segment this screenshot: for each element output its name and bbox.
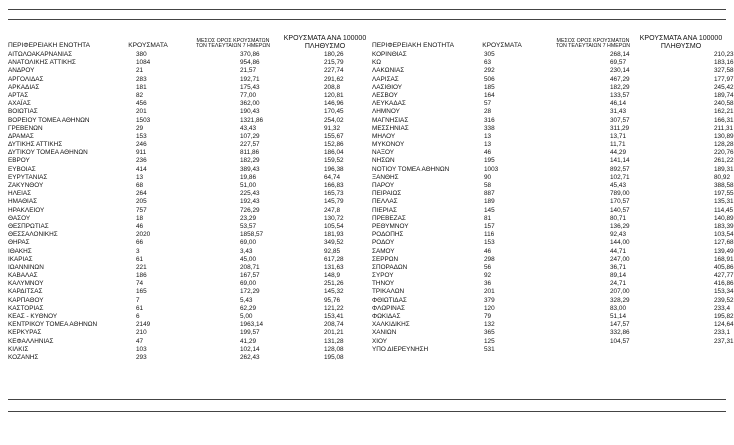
region-cell: ΛΑΡΙΣΑΣ (372, 75, 399, 83)
top-rule-outer (8, 9, 726, 10)
table-row: ΧΑΛΚΙΔΙΚΗΣ 132 147,57 124,64 (372, 321, 734, 329)
cases-cell: 456 (136, 100, 147, 108)
region-cell: ΚΕΝΤΡΙΚΟΥ ΤΟΜΕΑ ΑΘΗΝΩΝ (8, 321, 98, 329)
region-cell: ΣΑΜΟΥ (372, 247, 395, 255)
region-cell: ΚΩ (372, 59, 382, 67)
cases-cell: 283 (136, 75, 147, 83)
table-row: ΔΡΑΜΑΣ 153 107,29 155,67 (8, 132, 344, 140)
cases-cell: 116 (484, 231, 495, 239)
cases-cell: 185 (484, 83, 495, 91)
cases-cell: 164 (484, 91, 495, 99)
cases-cell: 68 (136, 182, 144, 189)
region-cell: ΗΜΑΘΙΑΣ (8, 198, 38, 206)
table-row: ΣΕΡΡΩΝ 298 247,00 168,91 (372, 255, 734, 263)
region-cell: ΚΕΦΑΛΛΗΝΙΑΣ (8, 337, 54, 345)
header-avg-line2: ΤΩΝ ΤΕΛΕΥΤΑΙΩΝ 7 ΗΜΕΡΩΝ (555, 43, 631, 50)
cases-cell: 153 (484, 239, 495, 247)
region-cell: ΜΗΛΟΥ (372, 132, 396, 140)
cases-cell: 2149 (136, 321, 151, 329)
region-cell: ΚΙΛΚΙΣ (8, 345, 29, 353)
cases-cell: 911 (136, 149, 147, 157)
region-cell: ΚΑΛΥΜΝΟΥ (8, 280, 44, 288)
table-row: ΡΟΔΟΥ 153 144,00 127,68 (372, 239, 734, 247)
cases-cell: 79 (484, 313, 492, 320)
region-cell: ΙΩΑΝΝΙΝΩΝ (8, 263, 44, 271)
region-cell: ΠΑΡΟΥ (372, 182, 395, 189)
region-cell: ΗΡΑΚΛΕΙΟΥ (8, 206, 45, 214)
cases-cell: 90 (484, 173, 492, 181)
table-body (372, 51, 734, 354)
cases-cell: 887 (484, 190, 495, 198)
region-cell: ΒΟΙΩΤΙΑΣ (8, 108, 38, 116)
table-row: ΠΙΕΡΙΑΣ 145 140,57 114,45 (372, 206, 734, 214)
region-cell: ΚΟΖΑΝΗΣ (8, 353, 39, 361)
region-cell: ΠΕΙΡΑΙΩΣ (372, 190, 402, 198)
cases-cell: 338 (484, 124, 495, 132)
cases-cell: 201 (484, 288, 495, 296)
region-cell: ΛΕΥΚΑΔΑΣ (372, 100, 406, 108)
region-cell: ΚΑΡΠΑΘΟΥ (8, 296, 44, 304)
cases-cell: 81 (484, 214, 492, 222)
table-row: ΚΩ 63 69,57 183,16 (372, 59, 734, 67)
table-row: ΑΝΔΡΟΥ 21 21,57 227,74 (8, 67, 344, 75)
table-row: ΦΩΚΙΔΑΣ 79 51,14 195,82 (372, 313, 734, 320)
header-region: ΠΕΡΙΦΕΡΕΙΑΚΗ ΕΝΟΤΗΤΑ (8, 42, 91, 50)
table-row (372, 346, 726, 354)
cases-cell: 125 (484, 337, 495, 345)
region-cell: ΧΑΝΙΩΝ (372, 329, 397, 337)
cases-cell: 61 (136, 255, 144, 263)
cases-cell: 56 (484, 263, 492, 271)
top-rule-inner (8, 19, 726, 20)
region-cell: ΓΡΕΒΕΝΩΝ (8, 124, 43, 132)
region-cell: ΠΕΛΛΑΣ (372, 198, 398, 206)
cases-cell: 82 (136, 91, 144, 99)
table-row: ΗΛΕΙΑΣ 264 225,43 165,73 (8, 190, 344, 198)
cases-cell: 46 (484, 247, 492, 255)
cases-cell: 316 (484, 116, 495, 124)
cases-cell: 58 (484, 182, 492, 189)
table-row: ΗΡΑΚΛΕΙΟΥ 757 726,29 247,8 (8, 206, 340, 214)
header-per100k (634, 35, 728, 50)
region-cell: ΣΕΡΡΩΝ (372, 255, 399, 263)
cases-cell: 189 (484, 198, 495, 206)
region-cell: ΧΙΟΥ (372, 337, 388, 345)
table-row: ΜΥΚΟΝΟΥ 13 11,71 128,28 (372, 141, 734, 149)
table-row: ΑΧΑΪΑΣ 456 362,00 146,96 (8, 100, 344, 108)
table-row: ΝΟΤΙΟΥ ΤΟΜΕΑ ΑΘΗΝΩΝ 1003 892,57 189,31 (372, 165, 734, 173)
table-row: ΚΕΑΣ - ΚΥΘΝΟΥ 6 5,00 153,41 (8, 313, 344, 320)
cases-cell: 186 (136, 272, 147, 280)
table-row: ΣΑΜΟΥ 46 44,71 139,49 (372, 247, 734, 255)
cases-cell: 29 (136, 124, 144, 132)
region-cell: ΑΝΑΤΟΛΙΚΗΣ ΑΤΤΙΚΗΣ (8, 59, 76, 67)
region-cell: ΖΑΚΥΝΘΟΥ (8, 182, 44, 189)
cases-cell: 47 (136, 337, 144, 345)
region-cell: ΞΑΝΘΗΣ (372, 173, 399, 181)
table-row: ΑΡΚΑΔΙΑΣ 181 175,43 208,8 (8, 83, 340, 91)
cases-cell: 1084 (136, 59, 151, 67)
table-row: ΜΕΣΣΗΝΙΑΣ 338 311,29 211,31 (372, 124, 734, 132)
region-cell: ΙΚΑΡΙΑΣ (8, 255, 33, 263)
cases-cell: 305 (484, 51, 495, 58)
table-row: ΛΕΣΒΟΥ 164 133,57 189,74 (372, 91, 734, 99)
cases-cell: 132 (484, 321, 495, 329)
cases-cell: 246 (136, 141, 147, 149)
header-cases: ΚΡΟΥΣΜΑΤΑ (128, 42, 168, 50)
cases-cell: 13 (484, 141, 492, 149)
table-row: ΚΑΡΠΑΘΟΥ 7 5,43 95,76 (8, 296, 340, 304)
region-cell: ΛΑΣΙΘΙΟΥ (372, 83, 403, 91)
table-row: ΚΑΛΥΜΝΟΥ 74 69,00 251,26 (8, 280, 344, 288)
table-row: ΦΛΩΡΙΝΑΣ 120 83,00 233,4 (372, 304, 730, 312)
bottom-rule-inner (8, 411, 726, 412)
table-left (8, 30, 368, 362)
table-row: ΧΑΝΙΩΝ 365 332,86 233,1 (372, 329, 730, 337)
table-row: ΖΑΚΥΝΘΟΥ 68 51,00 166,83 (8, 182, 344, 189)
cases-cell: 36 (484, 280, 492, 288)
table-row: ΝΗΣΩΝ 195 141,14 261,22 (372, 157, 734, 165)
region-cell: ΝΗΣΩΝ (372, 157, 395, 165)
region-cell: ΧΑΛΚΙΔΙΚΗΣ (372, 321, 410, 329)
region-cell: ΛΗΜΝΟΥ (372, 108, 400, 116)
cases-cell: 6 (136, 313, 140, 320)
region-cell: ΜΕΣΣΗΝΙΑΣ (372, 124, 409, 132)
header-per100k (280, 35, 370, 50)
region-cell: ΚΑΡΔΙΤΣΑΣ (8, 288, 43, 296)
region-cell: ΑΡΓΟΛΙΔΑΣ (8, 75, 44, 83)
table-row: ΜΗΛΟΥ 13 13,71 130,89 (372, 132, 734, 140)
table-row: ΒΟΡΕΙΟΥ ΤΟΜΕΑ ΑΘΗΝΩΝ 1503 1321,86 254,02 (8, 116, 344, 124)
region-cell: ΣΠΟΡΑΔΩΝ (372, 263, 408, 271)
table-row: ΚΑΡΔΙΤΣΑΣ 165 172,29 145,32 (8, 288, 344, 296)
cases-cell: 3 (136, 247, 140, 255)
cases-cell: 157 (484, 222, 495, 230)
table-row: ΚΑΒΑΛΑΣ 186 167,57 148,9 (8, 272, 340, 280)
cases-cell: 21 (136, 67, 144, 75)
header-per-line2: ΠΛΗΘΥΣΜΟ (304, 42, 346, 50)
table-row: ΡΕΘΥΜΝΟΥ 157 136,29 183,39 (372, 222, 734, 230)
region-cell: ΦΛΩΡΙΝΑΣ (372, 304, 406, 312)
cases-cell: 63 (484, 59, 492, 67)
region-cell: ΦΘΙΩΤΙΔΑΣ (372, 296, 407, 304)
region-cell: ΔΥΤΙΚΟΥ ΤΟΜΕΑ ΑΘΗΝΩΝ (8, 149, 88, 157)
region-cell: ΒΟΡΕΙΟΥ ΤΟΜΕΑ ΑΘΗΝΩΝ (8, 116, 90, 124)
region-cell: ΚΕΑΣ - ΚΥΘΝΟΥ (8, 313, 58, 320)
table-row: ΔΥΤΙΚΟΥ ΤΟΜΕΑ ΑΘΗΝΩΝ 911 811,86 186,04 (8, 149, 344, 157)
table-row: ΗΜΑΘΙΑΣ 205 192,43 145,79 (8, 198, 344, 206)
table-header (8, 30, 368, 50)
cases-cell: 201 (136, 108, 147, 116)
region-cell: ΚΟΡΙΝΘΙΑΣ (372, 51, 407, 58)
region-cell: ΕΒΡΟΥ (8, 157, 30, 165)
table-row: ΛΑΡΙΣΑΣ 506 467,29 177,97 (372, 75, 734, 83)
table-row: ΘΑΣΟΥ 18 23,29 130,72 (8, 214, 344, 222)
cases-cell: 757 (136, 206, 147, 214)
table-row: ΤΗΝΟΥ 36 24,71 416,86 (372, 280, 734, 288)
region-cell: ΚΑΒΑΛΑΣ (8, 272, 38, 280)
region-cell: ΚΕΡΚΥΡΑΣ (8, 329, 42, 337)
cases-cell: 1003 (484, 165, 499, 173)
table-row: ΚΙΛΚΙΣ 103 102,14 128,08 (8, 345, 344, 353)
cases-cell: 103 (136, 345, 147, 353)
cases-cell: 153 (136, 132, 147, 140)
cases-cell: 195 (484, 157, 495, 165)
cases-cell: 18 (136, 214, 144, 222)
cases-cell: 46 (136, 222, 144, 230)
table-row: ΚΕΦΑΛΛΗΝΙΑΣ 47 41,29 131,28 (8, 337, 344, 345)
cases-cell: 210 (136, 329, 147, 337)
cases-cell: 120 (484, 304, 495, 312)
cases-cell: 264 (136, 190, 147, 198)
region-cell: ΑΡΤΑΣ (8, 91, 29, 99)
region-cell: ΠΡΕΒΕΖΑΣ (372, 214, 406, 222)
region-cell: ΦΩΚΙΔΑΣ (372, 313, 401, 320)
region-cell: ΛΑΚΩΝΙΑΣ (372, 67, 405, 75)
table-row: ΡΟΔΟΠΗΣ 116 92,43 103,54 (372, 231, 734, 239)
header-avg-line2: ΤΩΝ ΤΕΛΕΥΤΑΙΩΝ 7 ΗΜΕΡΩΝ (195, 43, 271, 50)
cases-cell: 414 (136, 165, 147, 173)
region-cell: ΙΘΑΚΗΣ (8, 247, 32, 255)
region-cell: ΑΙΤΩΛΟΑΚΑΡΝΑΝΙΑΣ (8, 51, 73, 58)
cases-cell: 2020 (136, 231, 151, 239)
header-avg-line1: ΜΕΣΟΣ ΟΡΟΣ ΚΡΟΥΣΜΑΤΩΝ (196, 37, 270, 44)
table-row: ΑΙΤΩΛΟΑΚΑΡΝΑΝΙΑΣ 380 370,86 180,26 (8, 51, 344, 58)
table-row: ΠΕΙΡΑΙΩΣ 887 789,00 197,55 (372, 190, 734, 198)
table-row: ΑΡΤΑΣ 82 77,00 120,81 (8, 91, 344, 99)
cases-cell: 221 (136, 263, 147, 271)
table-row: ΣΥΡΟΥ 92 89,14 427,77 (372, 272, 734, 280)
cases-cell: 1503 (136, 116, 151, 124)
table-row: ΧΙΟΥ 125 104,57 237,31 (372, 337, 734, 345)
table-row: ΑΝΑΤΟΛΙΚΗΣ ΑΤΤΙΚΗΣ 1084 954,86 215,79 (8, 59, 344, 67)
table-row: ΚΕΡΚΥΡΑΣ 210 199,57 201,21 (8, 329, 344, 337)
cases-cell: 298 (484, 255, 495, 263)
table-row: ΙΘΑΚΗΣ 3 3,43 92,85 (8, 247, 340, 255)
cases-cell: 365 (484, 329, 495, 337)
region-cell: ΤΗΝΟΥ (372, 280, 395, 288)
cases-cell: 181 (136, 83, 147, 91)
cases-cell: 66 (136, 239, 144, 247)
table-row: ΘΗΡΑΣ 66 69,00 349,52 (8, 239, 344, 247)
region-cell: ΘΑΣΟΥ (8, 214, 31, 222)
region-cell: ΜΑΓΝΗΣΙΑΣ (372, 116, 409, 124)
region-cell: ΝΑΞΟΥ (372, 149, 395, 157)
bottom-rule-outer (8, 399, 726, 400)
table-row: ΚΟΡΙΝΘΙΑΣ 305 268,14 210,23 (372, 51, 734, 58)
region-cell: ΘΕΣΠΡΩΤΙΑΣ (8, 222, 49, 230)
header-region: ΠΕΡΙΦΕΡΕΙΑΚΗ ΕΝΟΤΗΤΑ (372, 42, 455, 50)
table-row: ΘΕΣΠΡΩΤΙΑΣ 46 53,57 105,54 (8, 222, 344, 230)
region-cell: ΠΙΕΡΙΑΣ (372, 206, 397, 214)
cases-cell: 236 (136, 157, 147, 165)
table-row: ΠΕΛΛΑΣ 189 170,57 135,31 (372, 198, 734, 206)
cases-cell: 57 (484, 100, 492, 108)
table-row: ΚΟΖΑΝΗΣ 293 262,43 195,08 (8, 353, 344, 361)
cases-cell: 292 (484, 67, 495, 75)
table-row: ΒΟΙΩΤΙΑΣ 201 190,43 170,45 (8, 108, 344, 116)
header-cases: ΚΡΟΥΣΜΑΤΑ (482, 42, 522, 50)
cases-cell: 531 (484, 345, 495, 353)
table-header (372, 30, 726, 50)
table-right (372, 30, 734, 354)
region-cell: ΗΛΕΙΑΣ (8, 190, 32, 198)
cases-cell: 379 (484, 296, 495, 304)
region-cell: ΕΥΡΥΤΑΝΙΑΣ (8, 173, 48, 181)
table-row: ΞΑΝΘΗΣ 90 102,71 80,92 (372, 173, 730, 181)
table-row: ΕΥΒΟΙΑΣ 414 389,43 196,38 (8, 165, 344, 173)
region-cell: ΛΕΣΒΟΥ (372, 91, 398, 99)
table-row: ΙΩΑΝΝΙΝΩΝ 221 208,71 131,63 (8, 263, 344, 271)
table-row: ΕΥΡΥΤΑΝΙΑΣ 13 19,86 64,74 (8, 173, 340, 181)
table-row: ΛΗΜΝΟΥ 28 31,43 162,21 (372, 108, 734, 116)
cases-cell: 46 (484, 149, 492, 157)
header-per-line1: ΚΡΟΥΣΜΑΤΑ ΑΝΑ 100000 (283, 35, 367, 43)
region-cell: ΑΡΚΑΔΙΑΣ (8, 83, 40, 91)
region-cell: ΚΑΣΤΟΡΙΑΣ (8, 304, 44, 312)
table-row: ΙΚΑΡΙΑΣ 61 45,00 617,28 (8, 255, 344, 263)
cases-cell: 145 (484, 206, 495, 214)
header-avg-line1: ΜΕΣΟΣ ΟΡΟΣ ΚΡΟΥΣΜΑΤΩΝ (556, 37, 630, 44)
cases-cell: 13 (484, 132, 492, 140)
table-row: ΤΡΙΚΑΛΩΝ 201 207,00 153,34 (372, 288, 734, 296)
cases-cell: 74 (136, 280, 144, 288)
table-row: ΔΥΤΙΚΗΣ ΑΤΤΙΚΗΣ 246 227,57 152,86 (8, 141, 344, 149)
cases-cell: 92 (484, 272, 492, 280)
cases-cell: 380 (136, 51, 147, 58)
table-row: ΛΕΥΚΑΔΑΣ 57 46,14 240,58 (372, 100, 734, 108)
region-cell: ΡΟΔΟΥ (372, 239, 395, 247)
region-cell: ΣΥΡΟΥ (372, 272, 394, 280)
cases-cell: 28 (484, 108, 492, 116)
header-per-line2: ΠΛΗΘΥΣΜΟ (660, 42, 702, 50)
table-row: ΠΑΡΟΥ 58 45,43 388,58 (372, 182, 734, 189)
table-row: ΕΒΡΟΥ 236 182,29 159,52 (8, 157, 344, 165)
table-row: ΚΑΣΤΟΡΙΑΣ 61 62,29 121,22 (8, 304, 344, 312)
table-row: ΑΡΓΟΛΙΔΑΣ 283 192,71 291,62 (8, 75, 344, 83)
region-cell: ΕΥΒΟΙΑΣ (8, 165, 36, 173)
table-row: ΦΘΙΩΤΙΔΑΣ 379 328,29 239,52 (372, 296, 734, 304)
region-cell: ΡΕΘΥΜΝΟΥ (372, 222, 409, 230)
table-row: ΠΡΕΒΕΖΑΣ 81 80,71 140,89 (372, 214, 734, 222)
region-cell: ΘΗΡΑΣ (8, 239, 30, 247)
table-row: ΛΑΣΙΘΙΟΥ 185 182,29 245,42 (372, 83, 734, 91)
header-avg (188, 39, 278, 50)
table-row: ΝΑΞΟΥ 46 44,29 220,76 (372, 149, 734, 157)
table-row: ΘΕΣΣΑΛΟΝΙΚΗΣ 2020 1858,57 181,93 (8, 231, 344, 239)
table-row: ΛΑΚΩΝΙΑΣ 292 230,14 327,58 (372, 67, 734, 75)
table-body (8, 51, 368, 362)
cases-cell: 7 (136, 296, 140, 304)
cases-cell: 61 (136, 304, 144, 312)
region-cell: ΤΡΙΚΑΛΩΝ (372, 288, 405, 296)
region-cell: ΔΡΑΜΑΣ (8, 132, 34, 140)
table-row: ΣΠΟΡΑΔΩΝ 56 36,71 405,86 (372, 263, 734, 271)
region-cell: ΝΟΤΙΟΥ ΤΟΜΕΑ ΑΘΗΝΩΝ (372, 165, 450, 173)
region-cell: ΥΠΟ ΔΙΕΡΕΥΝΗΣΗ (372, 345, 429, 353)
cases-cell: 293 (136, 353, 147, 361)
header-per-line1: ΚΡΟΥΣΜΑΤΑ ΑΝΑ 100000 (639, 35, 723, 43)
region-cell: ΑΧΑΪΑΣ (8, 100, 31, 108)
region-cell: ΘΕΣΣΑΛΟΝΙΚΗΣ (8, 231, 58, 239)
cases-cell: 205 (136, 198, 147, 206)
region-cell: ΜΥΚΟΝΟΥ (372, 141, 405, 149)
header-avg (548, 39, 638, 50)
table-row: ΓΡΕΒΕΝΩΝ 29 43,43 91,32 (8, 124, 340, 132)
cases-cell: 13 (136, 173, 144, 181)
region-cell: ΔΥΤΙΚΗΣ ΑΤΤΙΚΗΣ (8, 141, 63, 149)
table-row: ΚΕΝΤΡΙΚΟΥ ΤΟΜΕΑ ΑΘΗΝΩΝ 2149 1963,14 208,74 (8, 321, 344, 329)
table-row: ΜΑΓΝΗΣΙΑΣ 316 307,57 166,31 (372, 116, 734, 124)
cases-cell: 165 (136, 288, 147, 296)
cases-cell: 506 (484, 75, 495, 83)
region-cell: ΡΟΔΟΠΗΣ (372, 231, 404, 239)
region-cell: ΑΝΔΡΟΥ (8, 67, 35, 75)
